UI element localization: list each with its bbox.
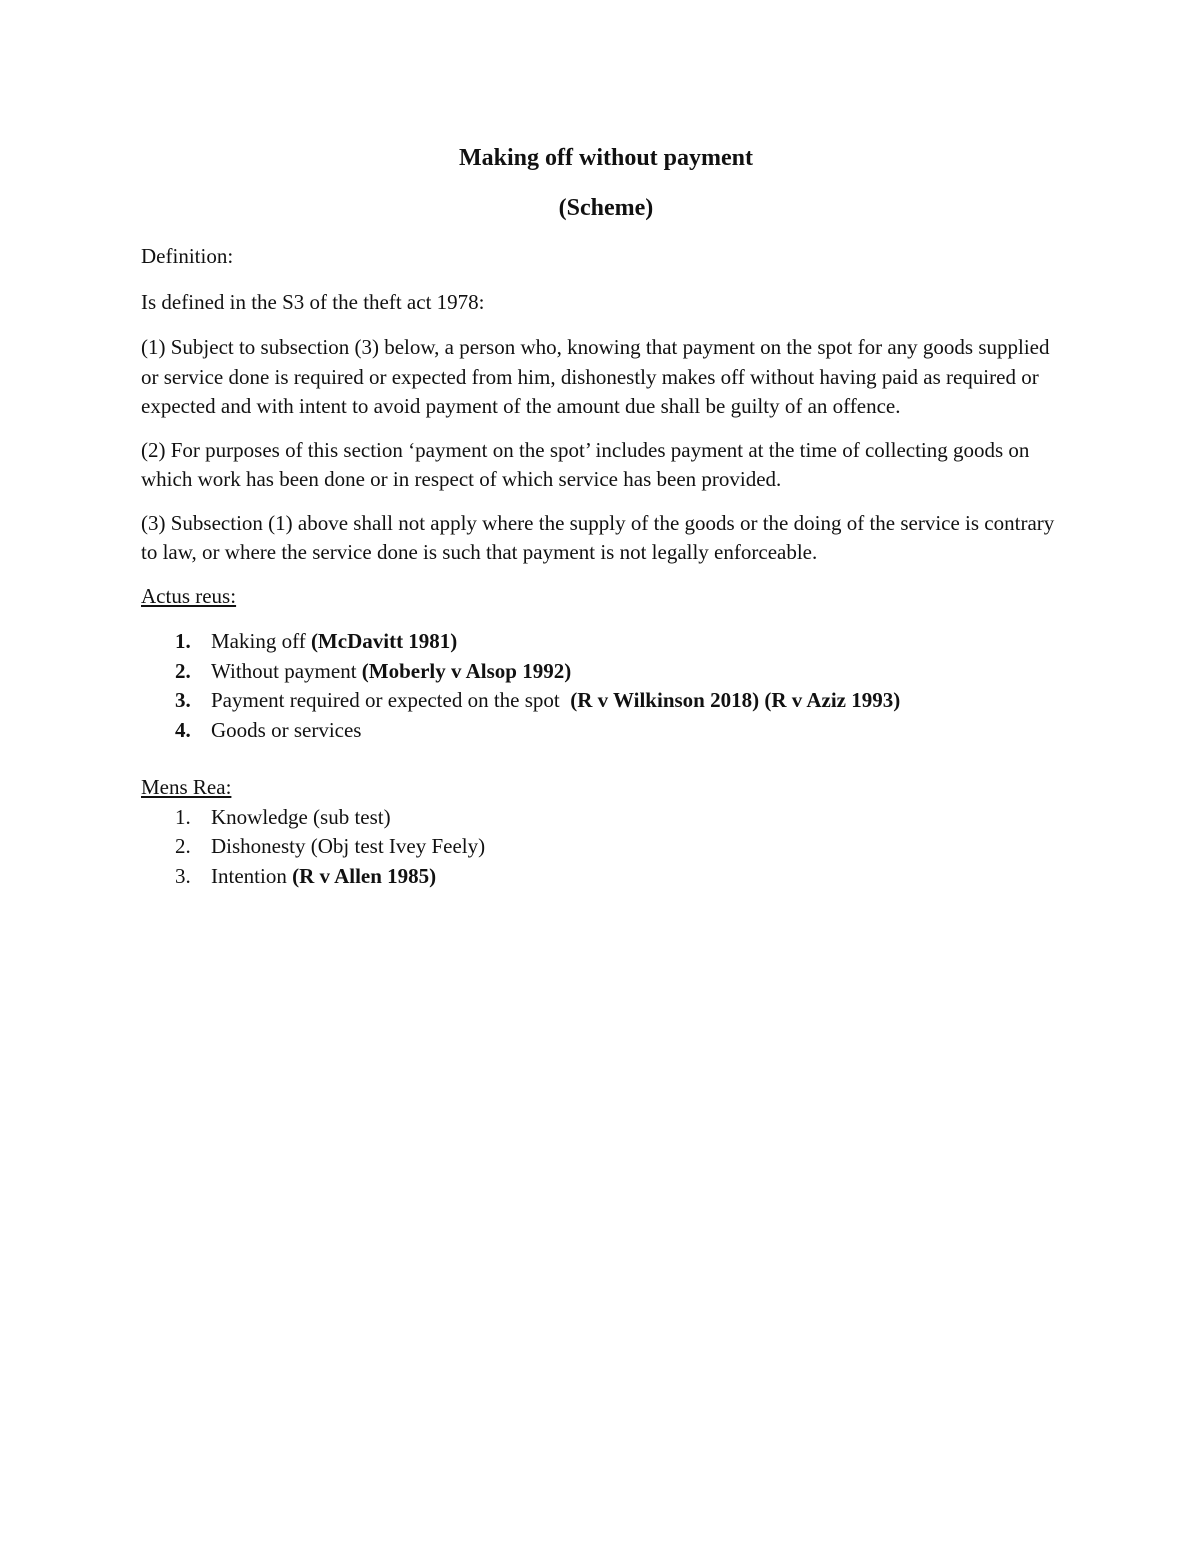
case-citation: (McDavitt 1981) [310,629,458,653]
subsection-1: (1) Subject to subsection (3) below, a person who, knowing that payment on the spot for any goods supplied or service done is required or expected from him, dishonestly makes off without having paid as required or expected and with intent to avoid payment of the amount due shall be guilty of an offence. [141,335,1050,418]
definition-label: Definition: [141,244,234,268]
list-number: 3. [175,863,191,888]
list-number: 4. [175,717,191,742]
definition-intro: Is defined in the S3 of the theft act 1978: [141,289,485,314]
list-item [141,627,1071,657]
list-item [141,716,1071,746]
list-item-text: Payment required or expected on the spot [211,688,571,712]
list-number: 3. [175,688,191,712]
actus-reus-list [141,627,1071,745]
list-item-text: Dishonesty (Obj test Ivey Feely) [211,834,486,858]
document-body [141,140,1071,891]
subsection-2: (2) For purposes of this section ‘payment on the spot’ includes payment at the time of collecting goods on which work has been done or in respect of which service has been provided. [141,437,1030,491]
case-citation: (R v Wilkinson 2018) (R v Aziz 1993) [570,688,901,712]
subsection-3: (3) Subsection (1) above shall not apply where the supply of the goods or the doing of the service is contrary to law, or where the service done is such that payment is not legally enforceable. [141,510,1055,564]
list-number: 1. [175,804,191,829]
list-number: 1. [175,629,191,653]
list-number: 2. [175,658,191,683]
actus-reus-heading: Actus reus: [141,583,237,608]
mens-rea-list [141,803,1071,892]
list-item [141,832,1071,862]
list-item-text: Making off [211,629,311,653]
document-subtitle: (Scheme) [558,195,654,221]
case-citation: (R v Allen 1985) [292,863,437,888]
list-item [141,862,1071,892]
document-title: Making off without payment [458,145,753,171]
list-item-text: Without payment [211,658,362,683]
list-item-text: Intention [211,863,293,888]
list-item [141,803,1071,833]
mens-rea-heading: Mens Rea: [141,775,232,799]
list-item-text: Knowledge (sub test) [211,804,391,829]
list-number: 2. [175,834,191,858]
case-citation: (Moberly v Alsop 1992) [361,658,572,683]
list-item [141,686,1071,716]
list-item-text: Goods or services [211,717,362,742]
list-item [141,657,1071,687]
